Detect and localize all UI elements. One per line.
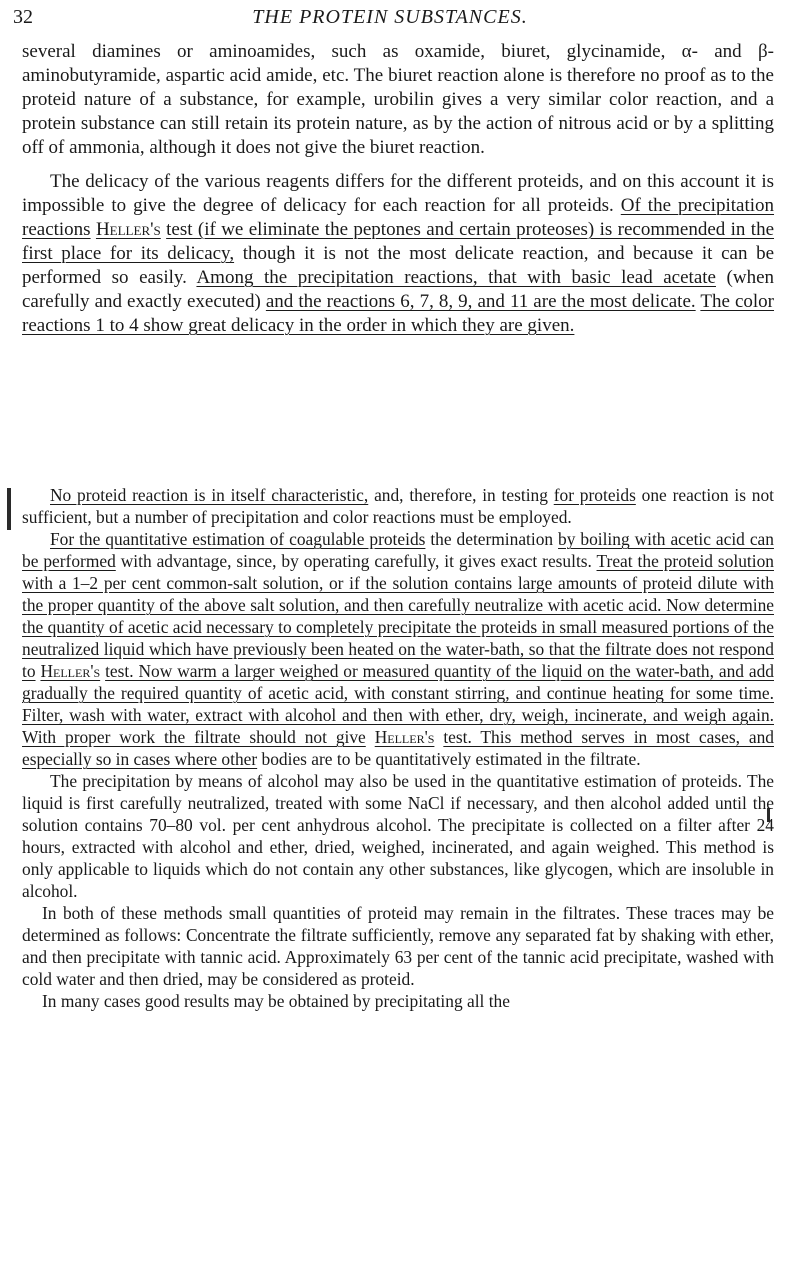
underlined-text — [40, 661, 100, 681]
text: bodies are to be quantitatively estimated in the filtrate. — [261, 749, 641, 769]
text: the determination — [430, 529, 554, 549]
underlined-text: Among the precipitation reactions, that with basic lead acetate — [196, 267, 716, 288]
paragraph-quantitative — [22, 528, 774, 770]
underlined-text: No proteid reaction is in itself characteristic, — [50, 485, 369, 505]
underlined-text: test. This method serves in most cases, and especially so in cases where other — [22, 727, 774, 769]
paragraph-biuret: several diamines or aminoamides, such as oxamide, biuret, glycinamide, α- and β-aminobutyramide, aspartic acid amide, etc. The biuret reaction alone is therefore no proof as to the proteid nature of a substance, for example, urobilin gives a very similar color reaction, and a protein substance can still retain its protein nature, as by the action of nitrous acid or by a splitting off of ammonia, although it does not give the biuret reaction. — [22, 41, 774, 158]
underlined-text: Of the precipitation reactions — [22, 195, 775, 240]
underlined-text — [375, 727, 435, 747]
page-number: 32 — [13, 6, 33, 28]
heller-name: Heller's — [95, 219, 161, 240]
text: one reaction is not sufficient, but a number of precipitation and color reactions must be employed. — [22, 485, 774, 527]
text: The delicacy of the various reagents differs for the different proteids, and on this account it is impossible to give the degree of delicacy for each reaction for all proteids. — [22, 171, 774, 216]
paragraph-tannic: In both of these methods small quantities of proteid may remain in the filtrates. These traces may be determined as follows: Concentrate the filtrate sufficiently, remove any separated fat by shaking with ether, and then precipitate with tannic acid. Approximately 63 per cent of the tannic acid precipitate, washed with cold water and then dried, may be considered as proteid. — [22, 903, 774, 989]
underlined-text: and the reactions 6, 7, 8, 9, and 11 are the most delicate. — [265, 291, 696, 312]
running-title: THE PROTEIN SUBSTANCES. — [252, 6, 528, 28]
paragraph-precipitating: In many cases good results may be obtained by precipitating all the — [42, 991, 510, 1011]
paragraph-characteristic — [22, 484, 774, 528]
text: (when carefully and exactly executed) — [22, 267, 775, 312]
page-header — [0, 6, 780, 32]
underlined-text: for proteids — [553, 485, 636, 505]
text: though it is not the most delicate reaction, and because it can be performed so easily. — [22, 243, 774, 288]
heller-name: Heller's — [374, 727, 435, 747]
underlined-text: For the quantitative estimation of coagulable proteids — [50, 529, 426, 549]
underlined-text: The color reactions 1 to 4 show great delicacy in the order in which they are given. — [22, 291, 775, 336]
underlined-text: by boiling with acetic acid can be performed — [22, 529, 774, 571]
underlined-text — [96, 219, 161, 240]
underlined-text: test. Now warm a larger weighed or measured quantity of the liquid on the water-bath, and add gradually the required quantity of acetic acid, with constant stirring, and continue heating for some time. Filter, wash with water, extract with alcohol and then with ether, dry, weigh, incinerate, and weigh again. With proper work the filtrate should not give — [22, 661, 774, 747]
underlined-text: Treat the proteid solution with a 1–2 per cent common-salt solution, or if the solution contains large amounts of proteid dilute with the proper quantity of the above salt solution, and then carefully neutralize with acetic acid. Now determine the quantity of acetic acid necessary to completely precipitate the proteids in small measured portions of the neutralized liquid which have previously been heated on the water-bath, so that the filtrate does not respond to — [22, 551, 774, 681]
paragraph-alcohol: The precipitation by means of alcohol may also be used in the quantitative estimation of proteids. The liquid is first carefully neutralized, treated with some NaCl if necessary, and then alcohol added until the solution contains 70–80 vol. per cent anhydrous alcohol. The precipitate is collected on a filter after 24 hours, extracted with alcohol and ether, dried, weighed, incinerated, and again weighed. This method is only applicable to liquids which do not contain any other substances, like glycogen, which are insoluble in alcohol. — [22, 771, 774, 901]
large-type-section — [22, 40, 774, 338]
small-type-section — [22, 484, 774, 1012]
text: with advantage, since, by operating carefully, it gives exact results. — [120, 551, 592, 571]
underlined-text: test (if we eliminate the peptones and certain proteoses) is recommended in the first place for its delicacy, — [22, 219, 775, 264]
heller-name: Heller's — [40, 661, 101, 681]
text: and, therefore, in testing — [374, 485, 548, 505]
paragraph-delicacy — [22, 170, 774, 338]
margin-mark — [7, 488, 11, 530]
